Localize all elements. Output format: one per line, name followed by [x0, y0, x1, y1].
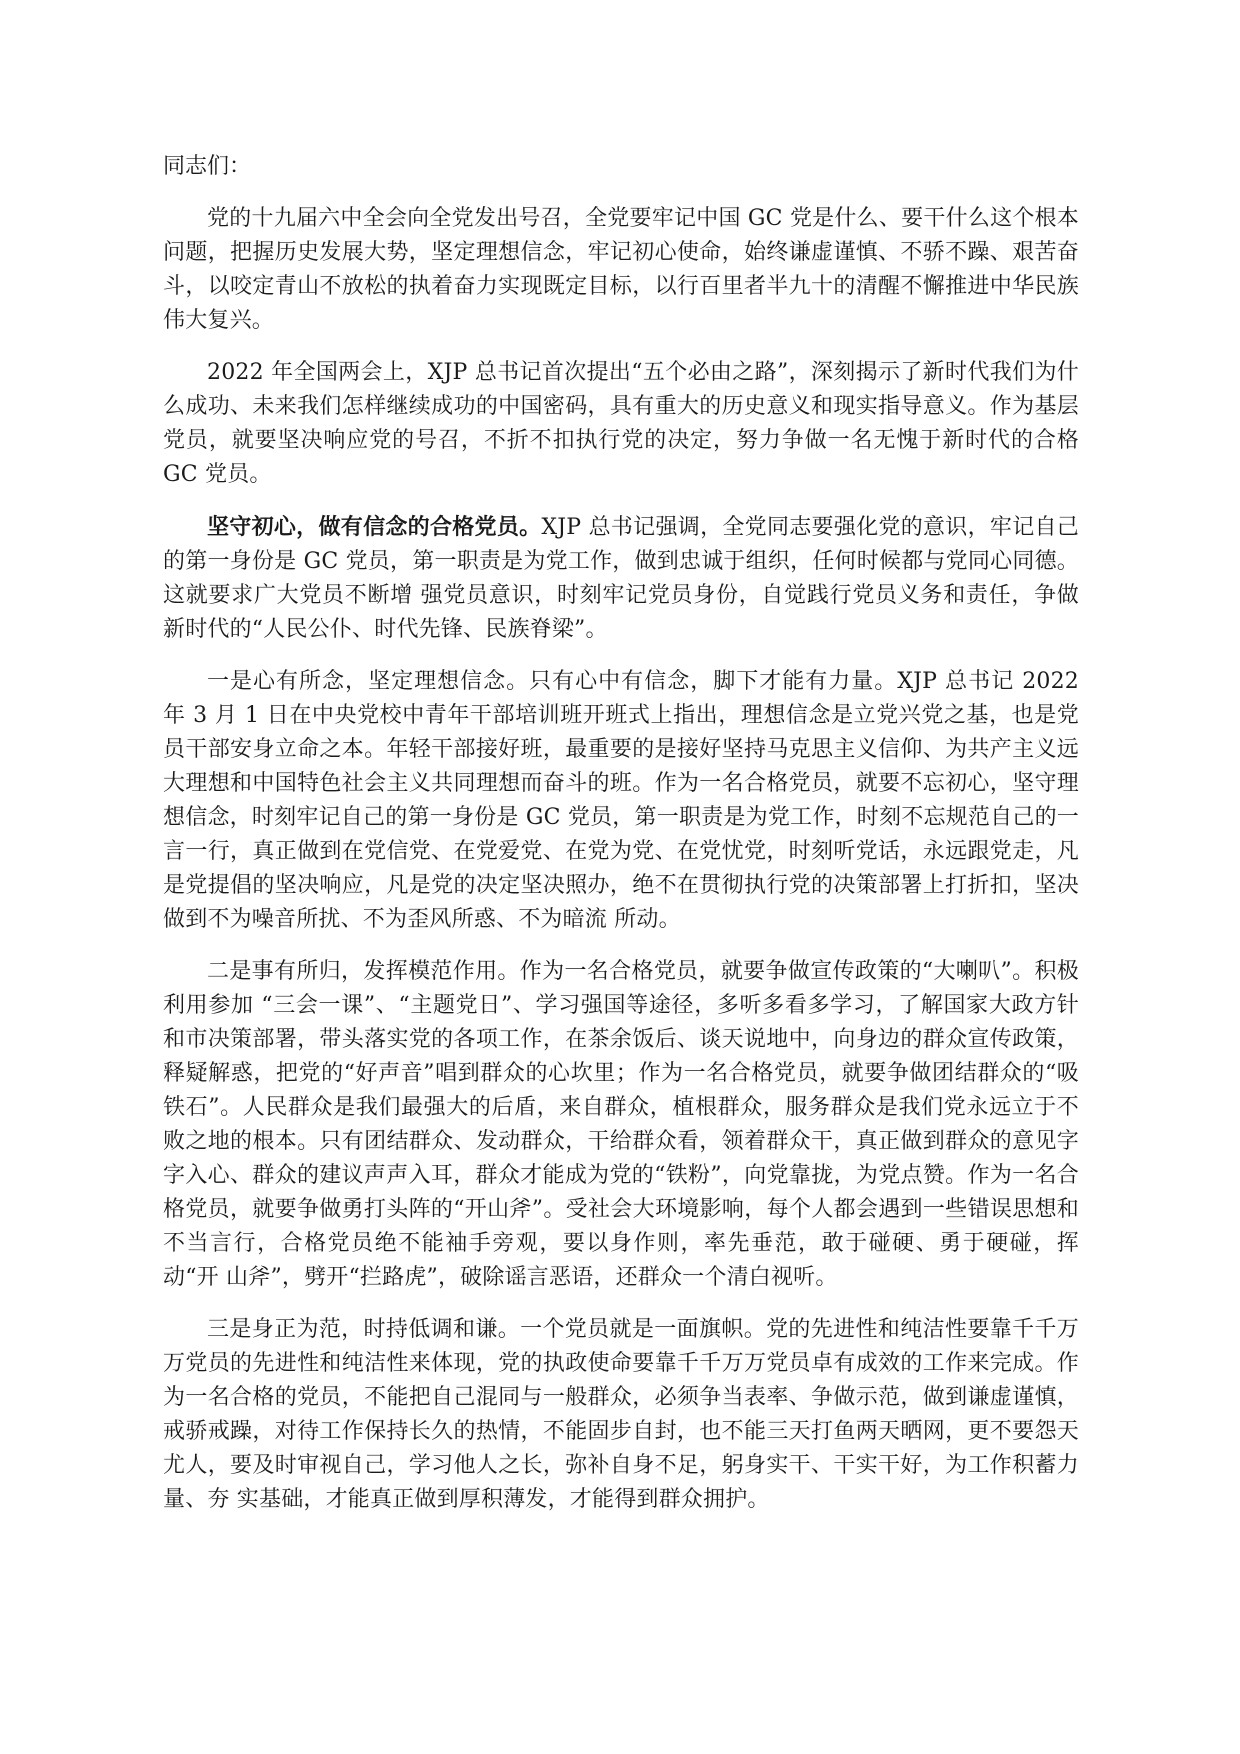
paragraph-3 — [163, 510, 1079, 647]
paragraph-5 — [163, 955, 1079, 1295]
paragraph-text: 党的十九届六中全会向全党发出号召，全党要牢记中国 GC 党是什么、要干什么这个根本问题，把握历史发展大势，坚定理想信念，牢记初心使命，始终谦虚谨慎、不骄不躁、艰苦奋斗，以咬定青山不放松的执着奋力实现既定目标，以行百里者半九十的清醒不懈推进中华民族伟大复兴。 — [163, 206, 1079, 333]
paragraph-6 — [163, 1313, 1079, 1517]
paragraph-lead-heading: 坚守初心，做有信念的合格党员。 — [207, 514, 542, 540]
paragraph-text: 三是身正为范，时持低调和谦。一个党员就是一面旗帜。党的先进性和纯洁性要靠千千万万党员的先进性和纯洁性来体现，党的执政使命要靠千千万万党员卓有成效的工作来完成。作为一名合格的党员，不能把自己混同与一般群众，必须争当表率、争做示范，做到谦虚谨慎，戒骄戒躁，对待工作保持长久的热情，不能固步自封，也不能三天打鱼两天晒网，更不要怨天尤人，要及时审视自己，学习他人之长，弥补自身不足，躬身实干、干实干好，为工作积蓄力量、夯 实基础，才能真正做到厚积薄发，才能得到群众拥护。 — [163, 1317, 1079, 1512]
paragraph-text: 二是事有所归，发挥模范作用。作为一名合格党员，就要争做宣传政策的“大喇叭”。积极利用参加 “三会一课”、“主题党日”、学习强国等途径，多听多看多学习，了解国家大政方针和市决策部署，带头落实党的各项工作，在茶余饭后、谈天说地中，向身边的群众宣传政策，释疑解惑，把党的“好声音”唱到群众的心坎里；作为一名合格党员，就要争做团结群众的“吸铁石”。人民群众是我们最强大的后盾，来自群众，植根群众，服务群众是我们党永远立于不败之地的根本。只有团结群众、发动群众，干给群众看，领着群众干，真正做到群众的意见字字入心、群众的建议声声入耳，群众才能成为党的“铁粉”，向党靠拢，为党点赞。作为一名合格党员，就要争做勇打头阵的“开山斧”。受社会大环境影响，每个人都会遇到一些错误思想和不当言行，合格党员绝不能袖手旁观，要以身作则，率先垂范，敢于碰硬、勇于硬碰，挥动“开 山斧”，劈开“拦路虎”，破除谣言恶语，还群众一个清白视听。 — [163, 959, 1079, 1290]
paragraph-2 — [163, 356, 1079, 492]
paragraph-text: 2022 年全国两会上，XJP 总书记首次提出“五个必由之路”，深刻揭示了新时代我们为什么成功、未来我们怎样继续成功的中国密码，具有重大的历史意义和现实指导意义。作为基层党员，就要坚决响应党的号召，不折不扣执行党的决定，努力争做一名无愧于新时代的合格 GC 党员。 — [163, 360, 1079, 487]
paragraph-4 — [163, 665, 1079, 937]
paragraph-text: 一是心有所念，坚定理想信念。只有心中有信念，脚下才能有力量。XJP 总书记 2022 年 3 月 1 日在中央党校中青年干部培训班开班式上指出，理想信念是立党兴党之基，也是党员干部安身立命之本。年轻干部接好班，最重要的是接好坚持马克思主义信仰、为共产主义远大理想和中国特色社会主义共同理想而奋斗的班。作为一名合格党员，就要不忘初心，坚守理想信念，时刻牢记自己的第一身份是 GC 党员，第一职责是为党工作，时刻不忘规范自己的一言一行，真正做到在党信党、在党爱党、在党为党、在党忧党，时刻听党话，永远跟党走，凡是党提倡的坚决响应，凡是党的决定坚决照办，绝不在贯彻执行党的决策部署上打折扣，坚决做到不为噪音所扰、不为歪风所惑、不为暗流 所动。 — [163, 669, 1079, 932]
paragraph-1 — [163, 202, 1079, 338]
paragraph-text: XJP 总书记强调，全党同志要强化党的意识，牢记自己的第一身份是 GC 党员，第一职责是为党工作，做到忠诚于组织，任何时候都与党同心同德。这就要求广大党员不断增 强党员意识，时刻牢记党员身份，自觉践行党员义务和责任，争做新时代的“人民公仆、时代先锋、民族脊梁”。 — [163, 515, 1079, 642]
document-body — [163, 150, 1079, 1535]
greeting: 同志们： — [163, 154, 252, 179]
